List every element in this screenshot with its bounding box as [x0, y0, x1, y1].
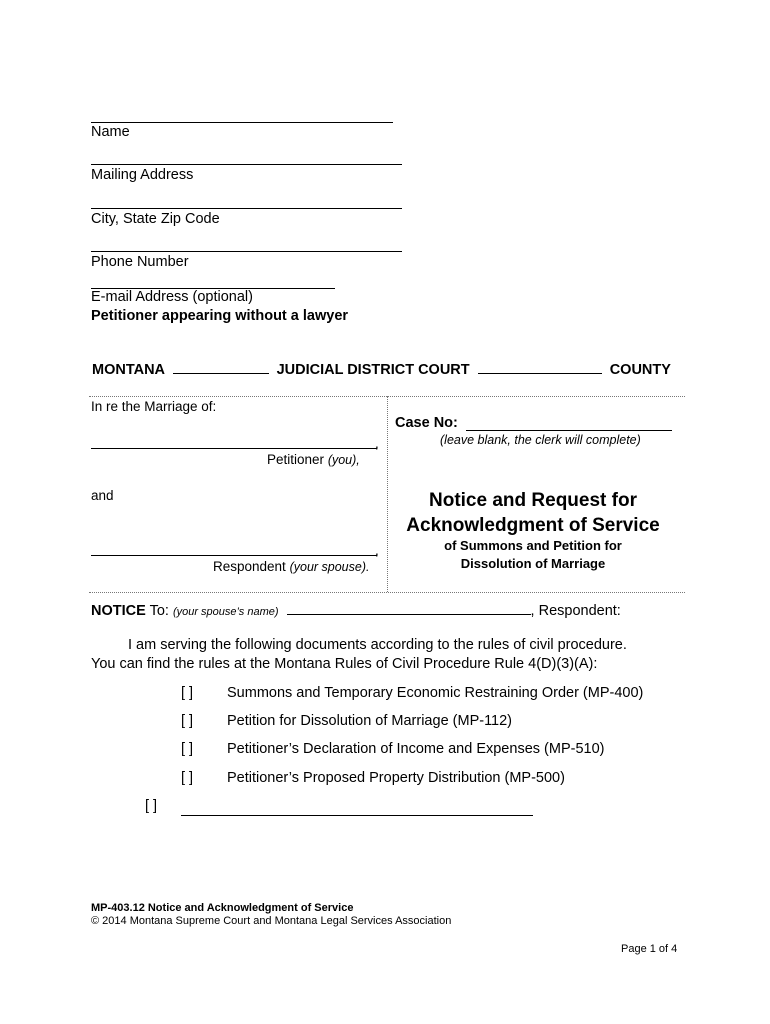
notice-label: NOTICE: [91, 603, 146, 619]
mailing-address-line[interactable]: [91, 164, 402, 165]
court-state: MONTANA: [92, 362, 165, 378]
respondent-label: Respondent: [213, 559, 286, 574]
phone-line[interactable]: [91, 251, 402, 252]
document-title-line2: Acknowledgment of Service: [406, 515, 660, 536]
and-label: and: [91, 488, 114, 503]
copyright: © 2014 Montana Supreme Court and Montana Legal Services Association: [91, 915, 452, 927]
district-blank[interactable]: [173, 361, 269, 374]
case-no-label: Case No:: [395, 415, 458, 431]
case-no-line[interactable]: [466, 430, 672, 431]
petitioner-hint: (you),: [327, 453, 360, 467]
other-document-line[interactable]: [181, 815, 533, 816]
spouse-name-hint: (your spouse’s name): [172, 606, 279, 618]
petitioner-note: Petitioner appearing without a lawyer: [91, 308, 349, 324]
page-number: Page 1 of 4: [621, 943, 678, 955]
document-item-1: Summons and Temporary Economic Restraining Order (MP-400): [227, 685, 644, 701]
petitioner-comma: ,: [375, 436, 379, 451]
document-item-4: Petitioner’s Proposed Property Distribution (MP-500): [227, 770, 565, 786]
to-label: To:: [149, 603, 169, 619]
county-blank[interactable]: [478, 361, 602, 374]
form-id: MP-403.12 Notice and Acknowledgment of Service: [91, 902, 354, 914]
name-line[interactable]: [91, 122, 393, 123]
caption-divider: [387, 396, 388, 592]
respondent-name-line[interactable]: [91, 555, 377, 556]
court-name: JUDICIAL DISTRICT COURT: [276, 362, 470, 378]
checkbox-5[interactable]: [ ]: [145, 798, 158, 814]
city-state-zip-label: City, State Zip Code: [91, 211, 220, 227]
petitioner-caption: [267, 452, 360, 467]
name-label: Name: [91, 124, 130, 140]
court-heading: [92, 361, 671, 378]
phone-label: Phone Number: [91, 254, 189, 270]
respondent-suffix: , Respondent:: [530, 603, 621, 619]
checkbox-2[interactable]: [ ]: [181, 713, 194, 729]
case-no-hint: (leave blank, the clerk will complete): [440, 433, 641, 447]
mailing-address-label: Mailing Address: [91, 167, 194, 183]
email-label: E-mail Address (optional): [91, 289, 253, 305]
petitioner-name-line[interactable]: [91, 448, 377, 449]
intro-line-1: I am serving the following documents according to the rules of civil procedure.: [128, 637, 627, 653]
checkbox-4[interactable]: [ ]: [181, 770, 194, 786]
document-subtitle-line2: Dissolution of Marriage: [460, 556, 606, 571]
caption-bottom-border: [89, 592, 685, 593]
in-re-label: In re the Marriage of:: [91, 399, 217, 414]
document-title-line1: Notice and Request for: [429, 490, 637, 511]
document-subtitle-line1: of Summons and Petition for: [444, 538, 622, 553]
document-item-2: Petition for Dissolution of Marriage (MP-112): [227, 713, 513, 729]
respondent-comma: ,: [375, 543, 379, 558]
intro-line-2: You can find the rules at the Montana Rules of Civil Procedure Rule 4(D)(3)(A):: [91, 656, 598, 672]
city-state-zip-line[interactable]: [91, 208, 402, 209]
document-item-3: Petitioner’s Declaration of Income and Expenses (MP-510): [227, 741, 605, 757]
respondent-hint: (your spouse).: [289, 560, 370, 574]
spouse-name-blank[interactable]: [287, 602, 531, 615]
petitioner-label: Petitioner: [267, 452, 325, 467]
respondent-caption: [213, 559, 369, 574]
checkbox-3[interactable]: [ ]: [181, 741, 194, 757]
checkbox-1[interactable]: [ ]: [181, 685, 194, 701]
notice-line: [91, 602, 621, 619]
county-label: COUNTY: [609, 362, 671, 378]
